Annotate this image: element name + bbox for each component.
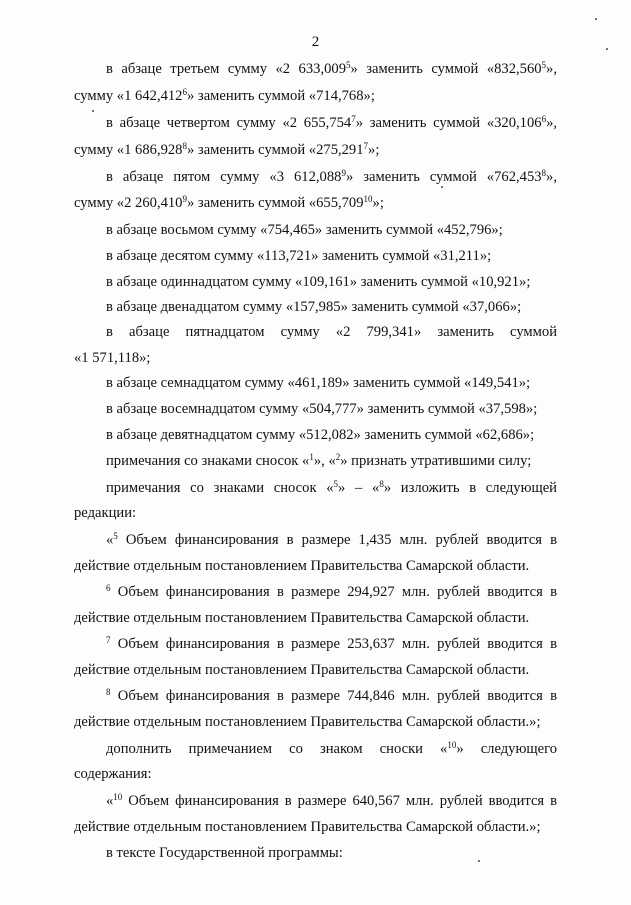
text-line: в абзаце двенадцатом сумму «157,985» заменить суммой «37,066»; bbox=[106, 299, 522, 315]
text-line: редакции: bbox=[74, 505, 137, 521]
footnote-mark: 8 bbox=[106, 687, 111, 697]
text-line: в абзаце десятом сумму «113,721» заменить суммой «31,211»; bbox=[106, 248, 492, 264]
text-line: в тексте Государственной программы: bbox=[106, 845, 343, 861]
scan-speck bbox=[92, 110, 94, 112]
footnote-mark: 5 bbox=[113, 531, 118, 541]
text-line: содержания: bbox=[74, 766, 152, 782]
text-line: $^6$ Объем финансирования в размере 294,927 млн. рублей вводится в bbox=[106, 583, 557, 600]
text-line: в абзаце пятом сумму «3 612,088$^9$» заменить суммой «762,453$^8$», bbox=[106, 168, 557, 185]
text-line: в абзаце четвертом сумму «2 655,754$^7$» заменить суммой «320,106$^6$», bbox=[106, 114, 558, 131]
footnote-mark: 5 bbox=[541, 60, 547, 70]
footnote-mark: 6 bbox=[182, 87, 187, 97]
text-line: в абзаце восьмом сумму «754,465» заменить суммой «452,796»; bbox=[106, 222, 503, 238]
text-line: в абзаце одиннадцатом сумму «109,161» заменить суммой «10,921»; bbox=[106, 274, 531, 290]
text-line: действие отдельным постановлением Правительства Самарской области. bbox=[74, 662, 530, 678]
footnote-mark: 5 bbox=[333, 479, 339, 489]
text-line: дополнить примечанием со знаком сноски «$^{10}$» следующего bbox=[106, 740, 558, 757]
text-line: в абзаце пятнадцатом сумму «2 799,341» заменить суммой bbox=[106, 324, 557, 340]
text-line: $^7$ Объем финансирования в размере 253,637 млн. рублей вводится в bbox=[106, 635, 557, 652]
text-line: действие отдельным постановлением Правительства Самарской области.»; bbox=[74, 714, 541, 730]
scan-speck bbox=[595, 18, 597, 20]
page-number: 2 bbox=[311, 34, 320, 50]
text-line: в абзаце третьем сумму «2 633,009$^5$» заменить суммой «832,560$^5$», bbox=[106, 60, 557, 77]
footnote-mark: 7 bbox=[106, 635, 111, 645]
footnote-mark: 8 bbox=[379, 479, 384, 489]
text-line: действие отдельным постановлением Правительства Самарской области. bbox=[74, 558, 530, 574]
footnote-mark: 6 bbox=[541, 114, 547, 124]
text-line: сумму «2 260,410$^9$» заменить суммой «655,709$^{10}$»; bbox=[74, 194, 384, 211]
text-line: примечания со знаками сносок «$^5$» – «$^8$» изложить в следующей bbox=[106, 479, 557, 496]
text-line: примечания со знаками сносок «$^1$», «$^2$» признать утратившими силу; bbox=[106, 452, 532, 469]
footnote-mark: 9 bbox=[341, 168, 346, 178]
scan-speck bbox=[606, 48, 608, 50]
footnote-mark: 10 bbox=[363, 194, 373, 204]
footnote-mark: 10 bbox=[447, 740, 457, 750]
text-line: «1 571,118»; bbox=[74, 350, 151, 366]
text-line: в абзаце восемнадцатом сумму «504,777» заменить суммой «37,598»; bbox=[106, 401, 538, 417]
footnote-mark: 7 bbox=[351, 114, 356, 124]
footnote-mark: 2 bbox=[335, 452, 341, 462]
footnote-mark: 8 bbox=[541, 168, 547, 178]
footnote-mark: 8 bbox=[182, 141, 187, 151]
text-line: действие отдельным постановлением Правительства Самарской области. bbox=[74, 610, 530, 626]
footnote-mark: 9 bbox=[182, 194, 187, 204]
footnote-mark: 10 bbox=[113, 792, 123, 802]
footnote-mark: 5 bbox=[346, 60, 351, 70]
text-line: «$^{10}$ Объем финансирования в размере 640,567 млн. рублей вводится в bbox=[106, 792, 557, 809]
scan-speck bbox=[478, 860, 480, 862]
scan-speck bbox=[441, 186, 443, 188]
footnote-mark: 7 bbox=[363, 141, 369, 151]
text-line: действие отдельным постановлением Правительства Самарской области.»; bbox=[74, 819, 541, 835]
footnote-mark: 6 bbox=[106, 583, 111, 593]
text-line: в абзаце семнадцатом сумму «461,189» заменить суммой «149,541»; bbox=[106, 375, 531, 391]
text-line: $^8$ Объем финансирования в размере 744,846 млн. рублей вводится в bbox=[106, 687, 557, 704]
text-line: сумму «1 642,412$^6$» заменить суммой «714,768»; bbox=[74, 87, 375, 104]
text-line: сумму «1 686,928$^8$» заменить суммой «275,291$^7$»; bbox=[74, 141, 380, 158]
text-line: «$^5$ Объем финансирования в размере 1,435 млн. рублей вводится в bbox=[106, 531, 557, 548]
footnote-mark: 1 bbox=[309, 452, 314, 462]
text-line: в абзаце девятнадцатом сумму «512,082» заменить суммой «62,686»; bbox=[106, 427, 535, 443]
